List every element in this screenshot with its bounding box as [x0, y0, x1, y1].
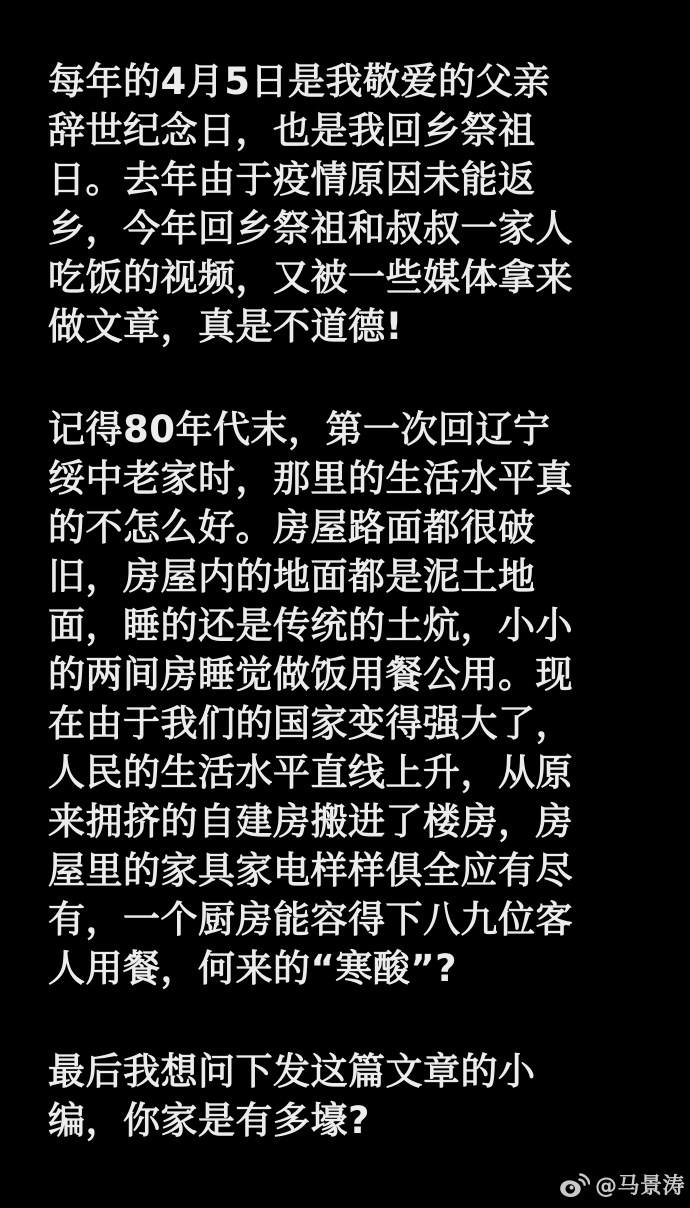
- text-line: 最后我想问下发这篇文章的小: [48, 1050, 536, 1093]
- text-line: 来拥挤的自建房搬进了楼房，房: [48, 800, 573, 843]
- weibo-icon: [559, 1172, 590, 1198]
- text-line: 日。去年由于疫情原因未能返: [48, 158, 536, 201]
- post-body: [48, 57, 658, 1145]
- text-line: 的两间房睡觉做饭用餐公用。现: [48, 653, 573, 696]
- text-line: 每年的4月5日是我敬爱的父亲: [48, 60, 551, 103]
- text-line: 人民的生活水平直线上升，从原: [48, 751, 573, 794]
- text-line: 编，你家是有多壕?: [48, 1099, 370, 1142]
- text-line: 旧，房屋内的地面都是泥土地: [48, 555, 536, 598]
- text-line: 的不怎么好。房屋路面都很破: [48, 506, 536, 549]
- text-line: 乡，今年回乡祭祖和叔叔一家人: [48, 207, 573, 250]
- text-line: 辞世纪念日，也是我回乡祭祖: [48, 109, 536, 152]
- text-line: 人用餐，何来的“寒酸”?: [48, 947, 458, 990]
- text-line: 有，一个厨房能容得下八九位客: [48, 898, 573, 941]
- text-line: 在由于我们的国家变得强大了，: [48, 702, 573, 745]
- watermark-handle: @马景涛: [594, 1174, 685, 1199]
- paragraph-2: [48, 405, 658, 993]
- text-line: 吃饭的视频，又被一些媒体拿来: [48, 256, 573, 299]
- text-line: 记得80年代末，第一次回辽宁: [48, 408, 551, 451]
- paragraph-3: [48, 1047, 658, 1145]
- text-line: 面，睡的还是传统的土炕，小小: [48, 604, 573, 647]
- watermark: [559, 1169, 685, 1200]
- paragraph-1: [48, 57, 658, 351]
- text-line: 做文章，真是不道德!: [48, 305, 403, 348]
- text-line: 绥中老家时，那里的生活水平真: [48, 457, 573, 500]
- text-line: 屋里的家具家电样样俱全应有尽: [48, 849, 573, 892]
